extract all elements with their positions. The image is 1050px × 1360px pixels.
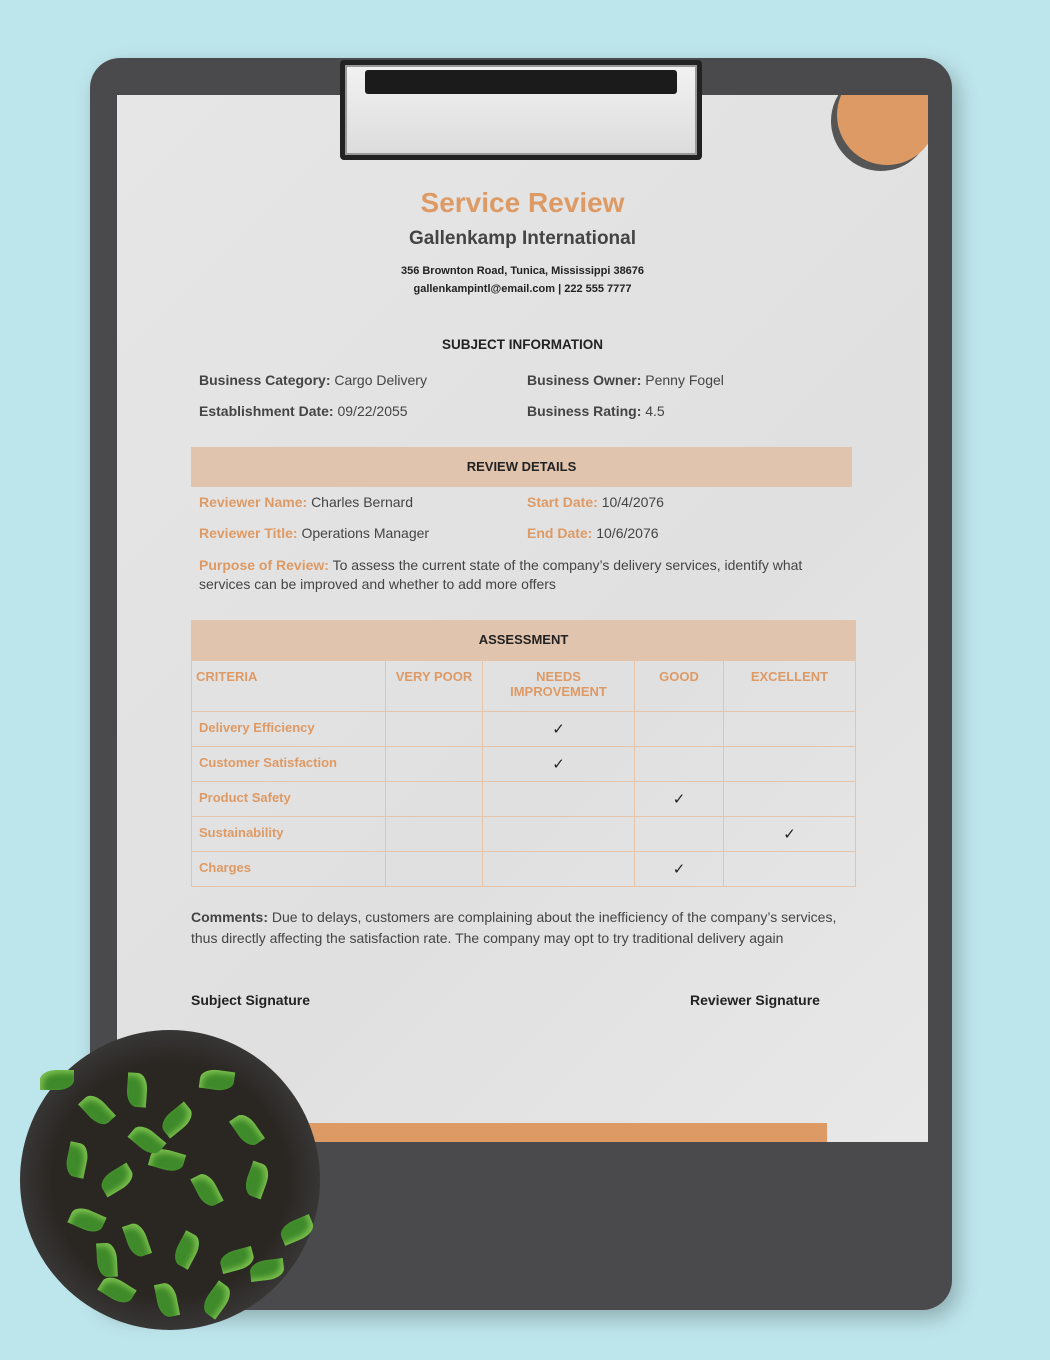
business-rating: Business Rating: 4.5: [527, 403, 665, 419]
leaf: [126, 1072, 148, 1107]
comments: Comments: Due to delays, customers are complaining about the inefficiency of the company’s services, thus directly affecting the satisfaction rate. The company may opt to try traditional delivery again: [191, 909, 837, 946]
company-address: 356 Brownton Road, Tunica, Mississippi 38676: [400, 265, 645, 277]
company-name: Gallenkamp International: [409, 228, 636, 249]
rating-cell: [386, 712, 483, 747]
check-icon: ✓: [672, 791, 686, 808]
column-header: GOOD: [635, 661, 724, 712]
subject-signature: Subject Signature: [191, 992, 311, 1008]
business-category: Business Category: Cargo Delivery: [199, 372, 427, 388]
criteria-cell: Charges: [192, 852, 386, 887]
purpose-of-review: Purpose of Review: To assess the current state of the company’s delivery services, identify what services can be improved and whether to add more offers: [199, 557, 803, 592]
rating-cell: [635, 712, 724, 747]
column-header: CRITERIA: [192, 661, 386, 712]
reviewer-title: Reviewer Title: Operations Manager: [199, 525, 430, 541]
table-row: [192, 712, 856, 747]
column-header: NEEDS IMPROVEMENT: [483, 661, 635, 712]
column-header: VERY POOR: [386, 661, 483, 712]
rating-cell: [483, 712, 635, 747]
assessment-table: [191, 660, 856, 887]
criteria-cell: Sustainability: [192, 817, 386, 852]
table-row: [192, 817, 856, 852]
rating-cell: [635, 782, 724, 817]
column-header: EXCELLENT: [724, 661, 856, 712]
rating-cell: [386, 747, 483, 782]
check-icon: ✓: [552, 721, 565, 738]
rating-cell: [483, 782, 635, 817]
check-icon: ✓: [552, 756, 565, 773]
rating-cell: [386, 852, 483, 887]
business-owner: Business Owner: Penny Fogel: [527, 372, 724, 388]
establishment-date: Establishment Date: 09/22/2055: [199, 403, 408, 419]
start-date: Start Date: 10/4/2076: [527, 494, 664, 510]
criteria-cell: Product Safety: [192, 782, 386, 817]
rating-cell: [386, 817, 483, 852]
clip-bar: [365, 70, 677, 94]
review-details-heading: REVIEW DETAILS: [191, 447, 852, 487]
rating-cell: [635, 817, 724, 852]
reviewer-signature: Reviewer Signature: [690, 992, 820, 1008]
subject-heading: SUBJECT INFORMATION: [442, 337, 603, 352]
assessment-heading: ASSESSMENT: [191, 620, 856, 660]
rating-cell: [483, 852, 635, 887]
decorative-circle: [837, 95, 928, 165]
rating-cell: [483, 817, 635, 852]
leaf: [40, 1070, 74, 1090]
rating-cell: [724, 817, 856, 852]
rating-cell: [635, 852, 724, 887]
rating-cell: [724, 712, 856, 747]
criteria-cell: Delivery Efficiency: [192, 712, 386, 747]
document-page: [117, 95, 928, 1142]
company-contact: gallenkampintl@email.com | 222 555 7777: [413, 283, 632, 295]
reviewer-name: Reviewer Name: Charles Bernard: [199, 494, 413, 510]
check-icon: ✓: [672, 861, 686, 878]
rating-cell: [724, 782, 856, 817]
rating-cell: [386, 782, 483, 817]
end-date: End Date: 10/6/2076: [527, 525, 659, 541]
table-row: [192, 747, 856, 782]
page-title: Service Review: [420, 187, 625, 218]
rating-cell: [483, 747, 635, 782]
rating-cell: [724, 852, 856, 887]
table-row: [192, 852, 856, 887]
rating-cell: [724, 747, 856, 782]
criteria-cell: Customer Satisfaction: [192, 747, 386, 782]
accent-bar: [300, 1123, 827, 1142]
check-icon: ✓: [783, 826, 796, 843]
table-row: [192, 782, 856, 817]
rating-cell: [635, 747, 724, 782]
